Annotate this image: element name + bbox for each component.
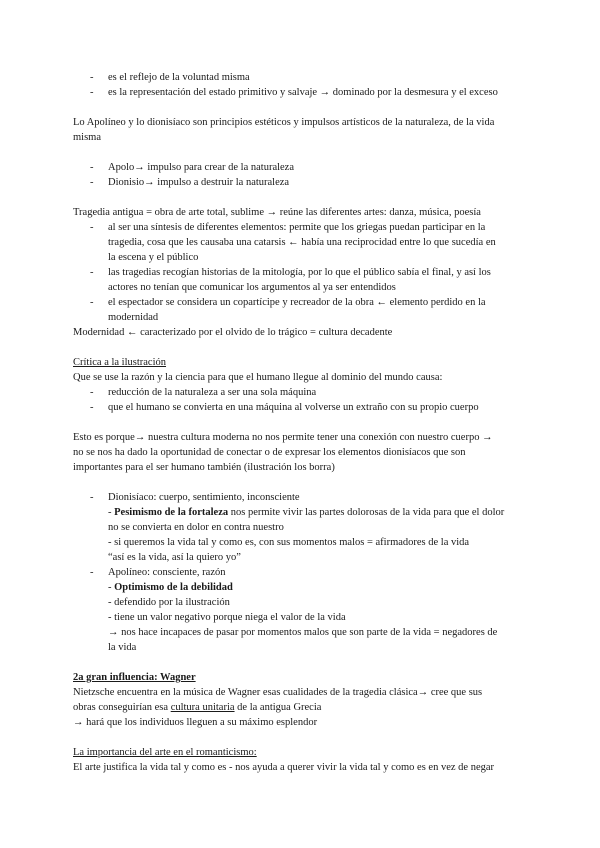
paragraph: Lo Apolíneo y lo dionisíaco son principios estéticos y impulsos artísticos de la naturaleza, de la vida bbox=[73, 117, 495, 128]
list-item: - Dionisio→ impulso a destruir la naturaleza bbox=[90, 177, 290, 188]
paragraph-cont: no se nos ha dado la oportunidad de conectar o de expresar los elementos dionisíacos que son bbox=[73, 447, 466, 458]
bold-term: Optimismo de la debilidad bbox=[114, 582, 233, 593]
paragraph: Que se use la razón y la ciencia para que el humano llegue al dominio del mundo causa: bbox=[73, 372, 443, 383]
paragraph: Tragedia antigua = obra de arte total, sublime → reúne las diferentes artes: danza, música, poesía bbox=[73, 207, 481, 218]
list-item: - al ser una síntesis de diferentes elementos: permite que los griegas puedan participar en la tragedia, cosa que les causaba una catarsis ← había una reciprocidad entre lo que sucedía en la escena y el público bbox=[90, 222, 496, 263]
paragraph-cont: obras conseguirían esa cultura unitaria de la antigua Grecia bbox=[73, 702, 322, 713]
paragraph-cont: misma bbox=[73, 132, 101, 143]
list-item: - es la representación del estado primitivo y salvaje → dominado por la desmesura y el exceso bbox=[90, 87, 498, 98]
list-item: - que el humano se convierta en una máquina al volverse un extraño con su propio cuerpo bbox=[90, 402, 479, 413]
section-heading: Crítica a la ilustración bbox=[73, 357, 167, 368]
list-item-dionisiaco: - Dionisíaco: cuerpo, sentimiento, inconsciente - Pesimismo de la fortaleza nos permite vivir las partes dolorosas de la vida para que el dolor no se convierta en dolor en contra nuestro - si queremos la vida tal y como es, con sus momentos malos = afirmadores de la vida “así es la vida, así la quiero yo” bbox=[90, 492, 505, 563]
list-item: - las tragedias recogían historias de la mitología, por lo que el público sabía el final, y así los actores no tenían que comunicar los argumentos al ya ser entendidos bbox=[90, 267, 491, 293]
bold-term: Pesimismo de la fortaleza bbox=[114, 507, 229, 518]
paragraph: Modernidad ← caracterizado por el olvido de lo trágico = cultura decadente bbox=[73, 327, 393, 338]
section-heading: La importancia del arte en el romanticismo: bbox=[73, 747, 257, 758]
list-item: - el espectador se considera un copartícipe y recreador de la obra ← elemento perdido en la modernidad bbox=[90, 297, 486, 323]
list-item: - es el reflejo de la voluntad misma bbox=[90, 72, 250, 83]
list-item: - Apolo→ impulso para crear de la naturaleza bbox=[90, 162, 295, 173]
paragraph-cont: → hará que los individuos lleguen a su máximo esplendor bbox=[73, 717, 318, 728]
paragraph: El arte justifica la vida tal y como es - nos ayuda a querer vivir la vida tal y como es en vez de negar bbox=[73, 762, 495, 773]
list-item: - reducción de la naturaleza a ser una sola máquina bbox=[90, 387, 317, 398]
paragraph: Esto es porque→ nuestra cultura moderna no nos permite tener una conexión con nuestro cuerpo → bbox=[73, 432, 493, 443]
paragraph-cont: importantes para el ser humano también (ilustración los borra) bbox=[73, 462, 335, 473]
document-page bbox=[73, 70, 528, 775]
section-heading: 2a gran influencia: Wagner bbox=[73, 672, 196, 683]
paragraph: Nietzsche encuentra en la música de Wagner esas cualidades de la tragedia clásica→ cree que sus bbox=[73, 687, 483, 698]
list-item-apolineo: - Apolíneo: consciente, razón - Optimismo de la debilidad - defendido por la ilustración - tiene un valor negativo porque niega el valor de la vida → nos hace incapaces de pasar por momentos malos que son parte de la vida = negadores de la vida bbox=[90, 567, 498, 653]
